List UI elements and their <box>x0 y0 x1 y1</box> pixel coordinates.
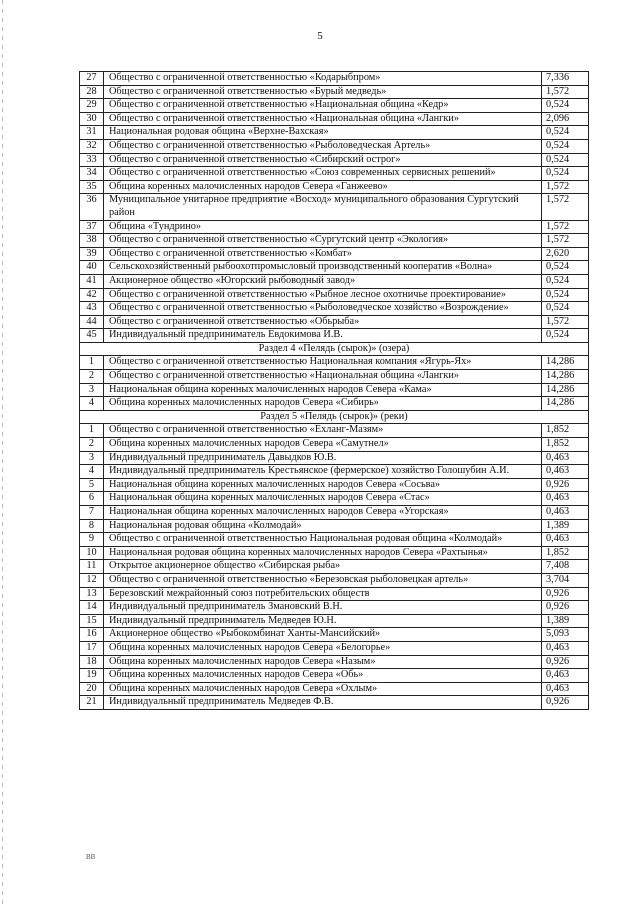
quota-value: 2,096 <box>542 112 589 126</box>
row-number: 2 <box>80 438 104 452</box>
quota-value: 0,524 <box>542 167 589 181</box>
table-row <box>80 587 589 601</box>
row-number: 7 <box>80 506 104 520</box>
quota-value: 14,286 <box>542 356 589 370</box>
section-title: Раздел 5 «Пелядь (сырок)» (реки) <box>80 410 589 424</box>
table-row <box>80 655 589 669</box>
table-row <box>80 356 589 370</box>
organization-name: Общество с ограниченной ответственностью Национальная компания «Ягурь-Ях» <box>104 356 542 370</box>
table-row <box>80 478 589 492</box>
table-row <box>80 669 589 683</box>
row-number: 32 <box>80 139 104 153</box>
organization-name: Община коренных малочисленных народов Севера «Ганжеево» <box>104 180 542 194</box>
quota-value: 0,524 <box>542 126 589 140</box>
quota-value: 0,463 <box>542 492 589 506</box>
scan-edge <box>2 0 3 905</box>
table-row <box>80 194 589 220</box>
row-number: 21 <box>80 696 104 710</box>
quota-value: 0,524 <box>542 329 589 343</box>
quota-value: 0,926 <box>542 601 589 615</box>
table-row <box>80 234 589 248</box>
quota-value: 1,572 <box>542 220 589 234</box>
table-row <box>80 126 589 140</box>
row-number: 34 <box>80 167 104 181</box>
table-row <box>80 139 589 153</box>
row-number: 4 <box>80 465 104 479</box>
organization-name: Общество с ограниченной ответственностью «Союз современных сервисных решений» <box>104 167 542 181</box>
organization-name: Общество с ограниченной ответственностью «Бурый медведь» <box>104 85 542 99</box>
row-number: 6 <box>80 492 104 506</box>
table-row <box>80 302 589 316</box>
organization-name: Общество с ограниченной ответственностью «Национальная община «Кедр» <box>104 99 542 113</box>
organization-name: Индивидуальный предприниматель Евдокимова И.В. <box>104 329 542 343</box>
row-number: 45 <box>80 329 104 343</box>
row-number: 14 <box>80 601 104 615</box>
table-row <box>80 506 589 520</box>
table-body <box>80 72 589 710</box>
organization-name: Общество с ограниченной ответственностью «Рыболоведческая Артель» <box>104 139 542 153</box>
organization-name: Общество с ограниченной ответственностью «Березовская рыболовецкая артель» <box>104 573 542 587</box>
table-row <box>80 167 589 181</box>
organization-name: Общество с ограниченной ответственностью «Ехланг-Мазям» <box>104 424 542 438</box>
organization-name: Индивидуальный предприниматель Давыдков Ю.В. <box>104 451 542 465</box>
table-row <box>80 696 589 710</box>
table-row <box>80 601 589 615</box>
table-row <box>80 451 589 465</box>
organization-name: Акционерное общество «Рыбокомбинат Ханты-Мансийский» <box>104 628 542 642</box>
table-row <box>80 261 589 275</box>
quota-value: 0,463 <box>542 682 589 696</box>
quota-value: 1,389 <box>542 614 589 628</box>
table-row <box>80 492 589 506</box>
organization-name: Община коренных малочисленных народов Севера «Охлым» <box>104 682 542 696</box>
organization-name: Общество с ограниченной ответственностью «Национальная община «Лангки» <box>104 112 542 126</box>
table-row <box>80 397 589 411</box>
table-row <box>80 180 589 194</box>
row-number: 4 <box>80 397 104 411</box>
organization-name: Национальная община коренных малочисленных народов Севера «Угорская» <box>104 506 542 520</box>
row-number: 41 <box>80 274 104 288</box>
organization-name: Общество с ограниченной ответственностью «Национальная община «Лангки» <box>104 370 542 384</box>
footer-mark: BB <box>86 853 96 861</box>
quota-value: 0,926 <box>542 478 589 492</box>
organization-name: Национальная община коренных малочисленных народов Севера «Стас» <box>104 492 542 506</box>
quota-value: 0,524 <box>542 261 589 275</box>
row-number: 27 <box>80 72 104 86</box>
row-number: 13 <box>80 587 104 601</box>
table-row <box>80 573 589 587</box>
table-row <box>80 682 589 696</box>
row-number: 20 <box>80 682 104 696</box>
row-number: 44 <box>80 315 104 329</box>
organization-name: Община коренных малочисленных народов Севера «Сибирь» <box>104 397 542 411</box>
quota-value: 0,524 <box>542 302 589 316</box>
table-row <box>80 315 589 329</box>
quota-value: 5,093 <box>542 628 589 642</box>
organization-name: Общество с ограниченной ответственностью Национальная родовая община «Колмодай» <box>104 533 542 547</box>
quota-value: 0,463 <box>542 506 589 520</box>
organization-name: Березовский межрайонный союз потребительских обществ <box>104 587 542 601</box>
row-number: 1 <box>80 356 104 370</box>
organization-name: Национальная родовая община «Верхне-Вахская» <box>104 126 542 140</box>
organization-name: Индивидуальный предприниматель Медведев Ю.Н. <box>104 614 542 628</box>
quota-value: 0,524 <box>542 99 589 113</box>
row-number: 3 <box>80 383 104 397</box>
row-number: 12 <box>80 573 104 587</box>
organization-name: Акционерное общество «Югорский рыбоводный завод» <box>104 274 542 288</box>
organization-name: Национальная родовая община коренных малочисленных народов Севера «Рахтынья» <box>104 546 542 560</box>
table-row <box>80 465 589 479</box>
quota-value: 0,524 <box>542 288 589 302</box>
table-row <box>80 383 589 397</box>
table-row <box>80 370 589 384</box>
row-number: 5 <box>80 478 104 492</box>
table-row <box>80 560 589 574</box>
table-row <box>80 614 589 628</box>
organization-name: Общество с ограниченной ответственностью «Рыболоведческое хозяйство «Возрождение» <box>104 302 542 316</box>
table-row <box>80 641 589 655</box>
organization-name: Община коренных малочисленных народов Севера «Белогорье» <box>104 641 542 655</box>
row-number: 16 <box>80 628 104 642</box>
row-number: 28 <box>80 85 104 99</box>
quota-value: 0,926 <box>542 696 589 710</box>
table-row <box>80 288 589 302</box>
quota-value: 1,572 <box>542 180 589 194</box>
organization-name: Община коренных малочисленных народов Севера «Самутнел» <box>104 438 542 452</box>
organization-name: Общество с ограниченной ответственностью «Рыбное лесное охотничье проектирование» <box>104 288 542 302</box>
quota-value: 1,572 <box>542 234 589 248</box>
quota-value: 3,704 <box>542 573 589 587</box>
page-number: 5 <box>317 30 323 42</box>
row-number: 1 <box>80 424 104 438</box>
quota-value: 1,572 <box>542 194 589 220</box>
organization-name: Община коренных малочисленных народов Севера «Назым» <box>104 655 542 669</box>
quota-value: 0,463 <box>542 465 589 479</box>
row-number: 3 <box>80 451 104 465</box>
table-row <box>80 153 589 167</box>
organization-name: Национальная родовая община «Колмодай» <box>104 519 542 533</box>
table-row <box>80 247 589 261</box>
row-number: 40 <box>80 261 104 275</box>
table-row <box>80 519 589 533</box>
table-row <box>80 438 589 452</box>
row-number: 36 <box>80 194 104 220</box>
quota-value: 1,852 <box>542 424 589 438</box>
quota-value: 0,463 <box>542 669 589 683</box>
quota-value: 1,572 <box>542 85 589 99</box>
organization-name: Муниципальное унитарное предприятие «Восход» муниципального образования Сургутский район <box>104 194 542 220</box>
organization-name: Сельскохозяйственный рыбоохотпромысловый производственный кооператив «Волна» <box>104 261 542 275</box>
table-row <box>80 546 589 560</box>
organization-name: Открытое акционерное общество «Сибирская рыба» <box>104 560 542 574</box>
organization-name: Общество с ограниченной ответственностью «Сургутский центр «Экология» <box>104 234 542 248</box>
table-row <box>80 424 589 438</box>
section-title: Раздел 4 «Пелядь (сырок)» (озера) <box>80 342 589 356</box>
organization-name: Общество с ограниченной ответственностью «Кодарыбпром» <box>104 72 542 86</box>
organization-name: Общество с ограниченной ответственностью «Обьрыба» <box>104 315 542 329</box>
row-number: 9 <box>80 533 104 547</box>
quota-value: 0,524 <box>542 139 589 153</box>
row-number: 38 <box>80 234 104 248</box>
quota-value: 14,286 <box>542 383 589 397</box>
table-row <box>80 329 589 343</box>
table-row <box>80 220 589 234</box>
section-header <box>80 342 589 356</box>
quota-value: 7,408 <box>542 560 589 574</box>
allocation-table <box>79 71 589 710</box>
organization-name: Общество с ограниченной ответственностью «Комбат» <box>104 247 542 261</box>
organization-name: Община коренных малочисленных народов Севера «Обь» <box>104 669 542 683</box>
row-number: 31 <box>80 126 104 140</box>
table-row <box>80 99 589 113</box>
quota-value: 14,286 <box>542 397 589 411</box>
row-number: 11 <box>80 560 104 574</box>
organization-name: Национальная община коренных малочисленных народов Севера «Кама» <box>104 383 542 397</box>
quota-value: 0,463 <box>542 451 589 465</box>
table-row <box>80 85 589 99</box>
row-number: 19 <box>80 669 104 683</box>
row-number: 29 <box>80 99 104 113</box>
organization-name: Индивидуальный предприниматель Медведев Ф.В. <box>104 696 542 710</box>
section-header <box>80 410 589 424</box>
organization-name: Национальная община коренных малочисленных народов Севера «Сосьва» <box>104 478 542 492</box>
organization-name: Индивидуальный предприниматель Змановский В.Н. <box>104 601 542 615</box>
quota-value: 0,926 <box>542 655 589 669</box>
organization-name: Общество с ограниченной ответственностью «Сибирский острог» <box>104 153 542 167</box>
quota-value: 1,572 <box>542 315 589 329</box>
quota-value: 14,286 <box>542 370 589 384</box>
quota-value: 2,620 <box>542 247 589 261</box>
quota-value: 0,926 <box>542 587 589 601</box>
table-row <box>80 628 589 642</box>
row-number: 39 <box>80 247 104 261</box>
organization-name: Индивидуальный предприниматель Крестьянское (фермерское) хозяйство Голошубин А.И. <box>104 465 542 479</box>
row-number: 42 <box>80 288 104 302</box>
table-row <box>80 72 589 86</box>
quota-value: 1,389 <box>542 519 589 533</box>
quota-value: 1,852 <box>542 438 589 452</box>
row-number: 18 <box>80 655 104 669</box>
row-number: 10 <box>80 546 104 560</box>
quota-value: 0,463 <box>542 533 589 547</box>
quota-value: 0,524 <box>542 274 589 288</box>
table-row <box>80 112 589 126</box>
quota-value: 0,524 <box>542 153 589 167</box>
row-number: 43 <box>80 302 104 316</box>
table-row <box>80 533 589 547</box>
quota-value: 1,852 <box>542 546 589 560</box>
table-row <box>80 274 589 288</box>
row-number: 30 <box>80 112 104 126</box>
quota-value: 0,463 <box>542 641 589 655</box>
row-number: 2 <box>80 370 104 384</box>
row-number: 35 <box>80 180 104 194</box>
row-number: 8 <box>80 519 104 533</box>
row-number: 37 <box>80 220 104 234</box>
row-number: 17 <box>80 641 104 655</box>
quota-value: 7,336 <box>542 72 589 86</box>
row-number: 33 <box>80 153 104 167</box>
organization-name: Община «Тундрино» <box>104 220 542 234</box>
row-number: 15 <box>80 614 104 628</box>
